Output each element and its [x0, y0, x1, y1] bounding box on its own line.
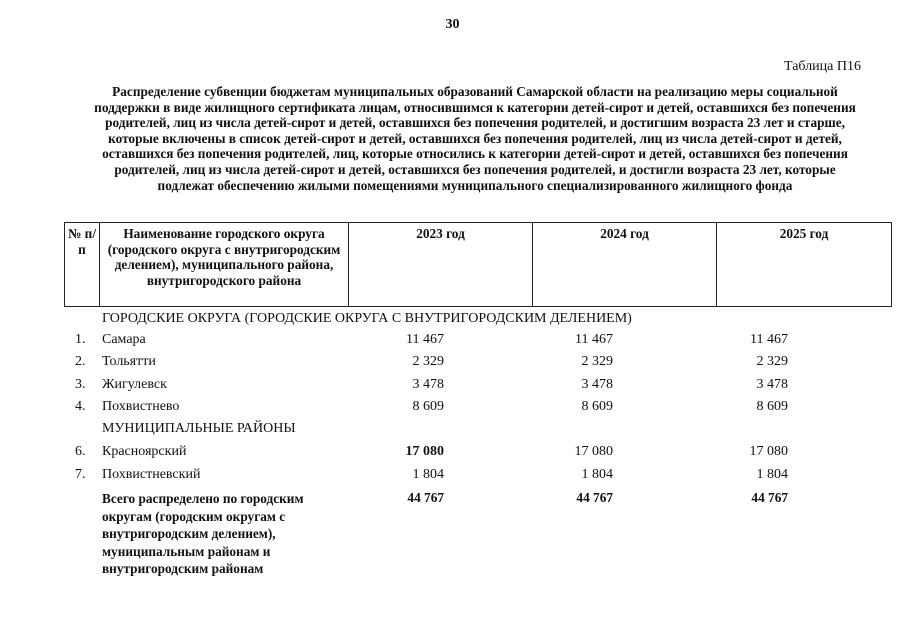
table-row — [0, 354, 905, 374]
row-number: 6. — [75, 444, 86, 459]
section-title-municipal-districts: МУНИЦИПАЛЬНЫЕ РАЙОНЫ — [102, 421, 296, 436]
header-name-cell: Наименование городского округа (городского округа с внутригородским делением), муниципального района, внутригородского района — [100, 223, 349, 307]
row-value-2024: 11 467 — [575, 332, 613, 347]
header-number-cell: № п/п — [65, 223, 100, 307]
table-row — [0, 467, 905, 487]
header-year-2024: 2024 год — [533, 223, 717, 307]
section-title-city-districts: ГОРОДСКИЕ ОКРУГА (ГОРОДСКИЕ ОКРУГА С ВНУТРИГОРОДСКИМ ДЕЛЕНИЕМ) — [102, 311, 632, 326]
table-row — [0, 444, 905, 464]
total-value-2024: 44 767 — [576, 490, 613, 505]
total-label: Всего распределено по городским округам (городским округам с внутригородским делением), муниципальным районам и внутригородским районам — [102, 491, 304, 576]
header-year-2025: 2025 год — [717, 223, 892, 307]
row-value-2023: 2 329 — [412, 354, 444, 369]
row-value-2025: 2 329 — [756, 354, 788, 369]
document-title: Распределение субвенции бюджетам муниципальных образований Самарской области на реализацию меры социальной поддержки в виде жилищного сертификата лицам, относившимся к категории детей-сирот и детей, оставшихся без попечения родителей, лиц из числа детей-сирот и детей, оставшихся без попечения родителей, и достигшим возраста 23 лет и старше, которые включены в список детей-сирот и детей, оставшихся без попечения родителей, лиц из числа детей-сирот и детей, оставшихся без попечения родителей, лиц, которые относились к категории детей-сирот и детей, оставшихся без попечения родителей, лиц из числа детей-сирот и детей, оставшихся без попечения родителей, и достигли возраста 23 лет, которые подлежат обеспечению жилыми помещениями муниципального специализированного жилищного фонда — [94, 84, 856, 193]
row-number: 7. — [75, 467, 86, 482]
row-value-2025: 11 467 — [750, 332, 788, 347]
row-value-2024: 8 609 — [581, 399, 613, 414]
row-value-2024: 2 329 — [581, 354, 613, 369]
table-row — [0, 332, 905, 352]
row-value-2024: 17 080 — [574, 444, 613, 459]
row-value-2023: 1 804 — [412, 467, 444, 482]
row-name: Самара — [102, 332, 146, 347]
row-value-2023: 11 467 — [406, 332, 444, 347]
row-name: Похвистневский — [102, 467, 201, 482]
row-name: Красноярский — [102, 444, 187, 459]
row-name: Тольятти — [102, 354, 156, 369]
row-number: 1. — [75, 332, 86, 347]
row-value-2025: 17 080 — [749, 444, 788, 459]
row-name: Похвистнево — [102, 399, 180, 414]
row-number: 2. — [75, 354, 86, 369]
row-value-2025: 1 804 — [756, 467, 788, 482]
row-value-2025: 8 609 — [756, 399, 788, 414]
row-value-2023: 8 609 — [412, 399, 444, 414]
table-row — [0, 399, 905, 419]
header-year-2023: 2023 год — [349, 223, 533, 307]
row-value-2023: 17 080 — [405, 444, 444, 459]
header-row — [65, 223, 892, 307]
row-value-2024: 3 478 — [581, 377, 613, 392]
row-name: Жигулевск — [102, 377, 167, 392]
table-header — [64, 222, 892, 307]
row-value-2023: 3 478 — [412, 377, 444, 392]
page-number: 30 — [445, 17, 460, 32]
row-number: 4. — [75, 399, 86, 414]
table-label: Таблица П16 — [784, 59, 861, 74]
row-number: 3. — [75, 377, 86, 392]
row-value-2024: 1 804 — [581, 467, 613, 482]
row-value-2025: 3 478 — [756, 377, 788, 392]
total-value-2025: 44 767 — [751, 490, 788, 505]
total-value-2023: 44 767 — [407, 490, 444, 505]
table-row — [0, 377, 905, 397]
